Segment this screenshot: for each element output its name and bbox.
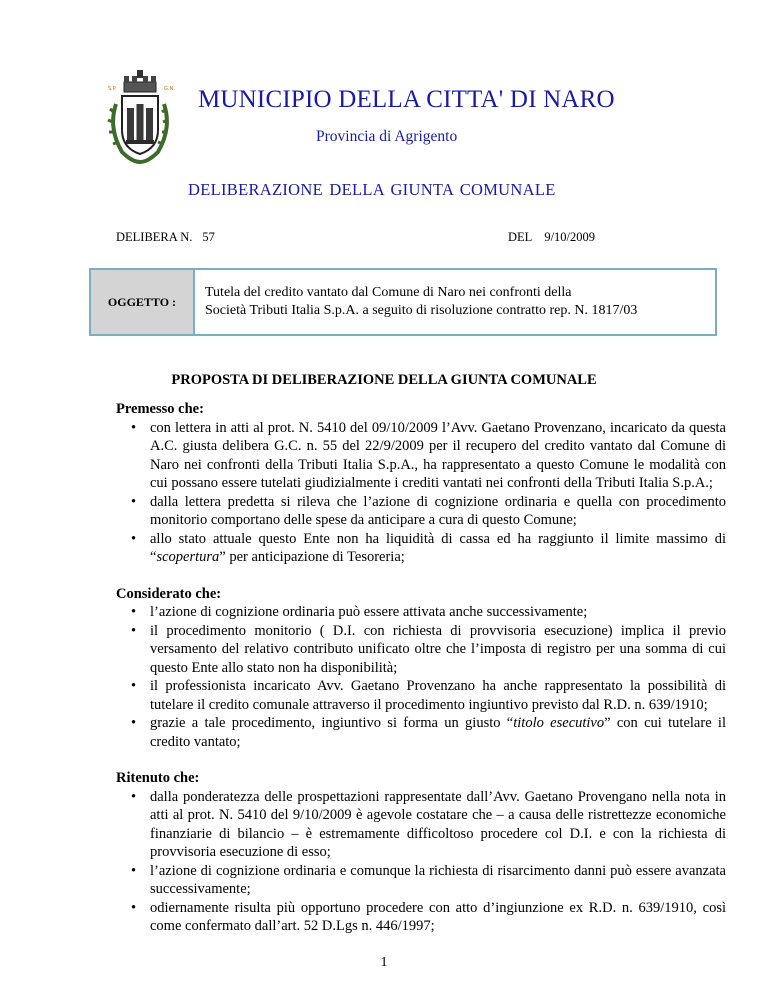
proposta-heading: PROPOSTA DI DELIBERAZIONE DELLA GIUNTA COMUNALE: [171, 372, 597, 388]
date-label: DEL: [508, 230, 533, 244]
ritenuto-list: [116, 788, 726, 936]
list-item: • dalla lettera predetta si rileva che l’azione di cognizione ordinaria e quella con procedimento monitorio comportano delle spese da anticipare a cura di questo Comune;: [150, 493, 726, 530]
page-title: MUNICIPIO DELLA CITTA' DI NARO: [198, 86, 615, 113]
page-subtitle: Provincia di Agrigento: [316, 128, 458, 145]
list-item: • il procedimento monitorio ( D.I. con richiesta di provvisoria esecuzione) implica il previo versamento del relativo contributo unificato oltre che l’imposta di registro per una somma di cui questo Ente allo stato non ha disponibilità;: [150, 622, 726, 678]
considerato-heading: Considerato che:: [116, 585, 222, 602]
oggetto-line-2: Società Tributi Italia S.p.A. a seguito di risoluzione contratto rep. N. 1817/03: [205, 303, 638, 318]
document-body: [116, 400, 726, 936]
considerato-list: [116, 603, 726, 751]
item-text: ” con cui tutelare il credito vantato;: [150, 715, 726, 750]
list-item: • odiernamente risulta più opportuno procedere con atto d’ingiunzione ex R.D. n. 639/1910, così come confermato dall’art. 52 D.Lgs n. 446/1997;: [150, 899, 726, 936]
delibera-number: 57: [202, 230, 215, 244]
item-text: grazie a tale procedimento, ingiuntivo si forma un giusto “: [150, 715, 514, 731]
list-item: • dalla ponderatezza delle prospettazioni rappresentate dall’Avv. Gaetano Provengano nella nota in atti al prot. N. 5410 del 9/10/2009 è agevole costatare che – a causa delle ristrettezze economiche finanziarie di bilancio – è estremamente difficoltoso procedere col D.I. e con la richiesta di provvisoria esecuzione di esso;: [150, 788, 726, 862]
item-emphasis: titolo esecutivo: [513, 715, 605, 731]
oggetto-box: [89, 268, 717, 336]
page-number: 1: [380, 955, 388, 970]
document-heading: DELIBERAZIONE DELLA GIUNTA COMUNALE: [188, 180, 556, 199]
delibera-number-line: [116, 230, 215, 245]
delibera-date-line: [508, 230, 595, 245]
logo-right-text: G.N.: [164, 86, 175, 92]
list-item: • il professionista incaricato Avv. Gaetano Provenzano ha anche rappresentato la possibilità di tutelare il credito comunale attraverso il procedimento ingiuntivo previsto dal R.D. n. 639/1910;: [150, 677, 726, 714]
delibera-label: DELIBERA N.: [116, 230, 193, 244]
oggetto-label: OGGETTO :: [91, 270, 195, 334]
logo-left-text: S.P.: [108, 86, 117, 92]
list-item: • l’azione di cognizione ordinaria può essere attivata anche successivamente;: [150, 603, 726, 622]
item-text: allo stato attuale questo Ente non ha liquidità di cassa ed ha raggiunto il limite massimo di “: [150, 530, 726, 565]
coat-of-arms-icon: [100, 68, 180, 168]
item-text: ” per anticipazione di Tesoreria;: [219, 549, 405, 565]
list-item: [150, 714, 726, 751]
premesso-list: [116, 419, 726, 567]
oggetto-line-1: Tutela del credito vantato dal Comune di Naro nei confronti della: [205, 285, 572, 300]
oggetto-text: [195, 270, 637, 334]
ritenuto-heading: Ritenuto che:: [116, 770, 200, 786]
item-emphasis: scopertura: [156, 549, 220, 565]
list-item: • l’azione di cognizione ordinaria e comunque la richiesta di risarcimento danni può essere avanzata successivamente;: [150, 862, 726, 899]
premesso-heading: Premesso che:: [116, 401, 204, 417]
delibera-date: 9/10/2009: [544, 230, 596, 244]
list-item: [150, 530, 726, 567]
list-item: • con lettera in atti al prot. N. 5410 del 09/10/2009 l’Avv. Gaetano Provenzano, incaricato da questa A.C. giusta delibera G.C. n. 55 del 22/9/2009 per il recupero del credito vantato dal Comune di Naro nei confronti della Tributi Italia S.p.A., ha rappresentato a questo Comune le modalità con cui possano essere tutelati giudizialmente i crediti vantati nei confronti della Tributi Italia S.p.A.;: [150, 419, 726, 493]
